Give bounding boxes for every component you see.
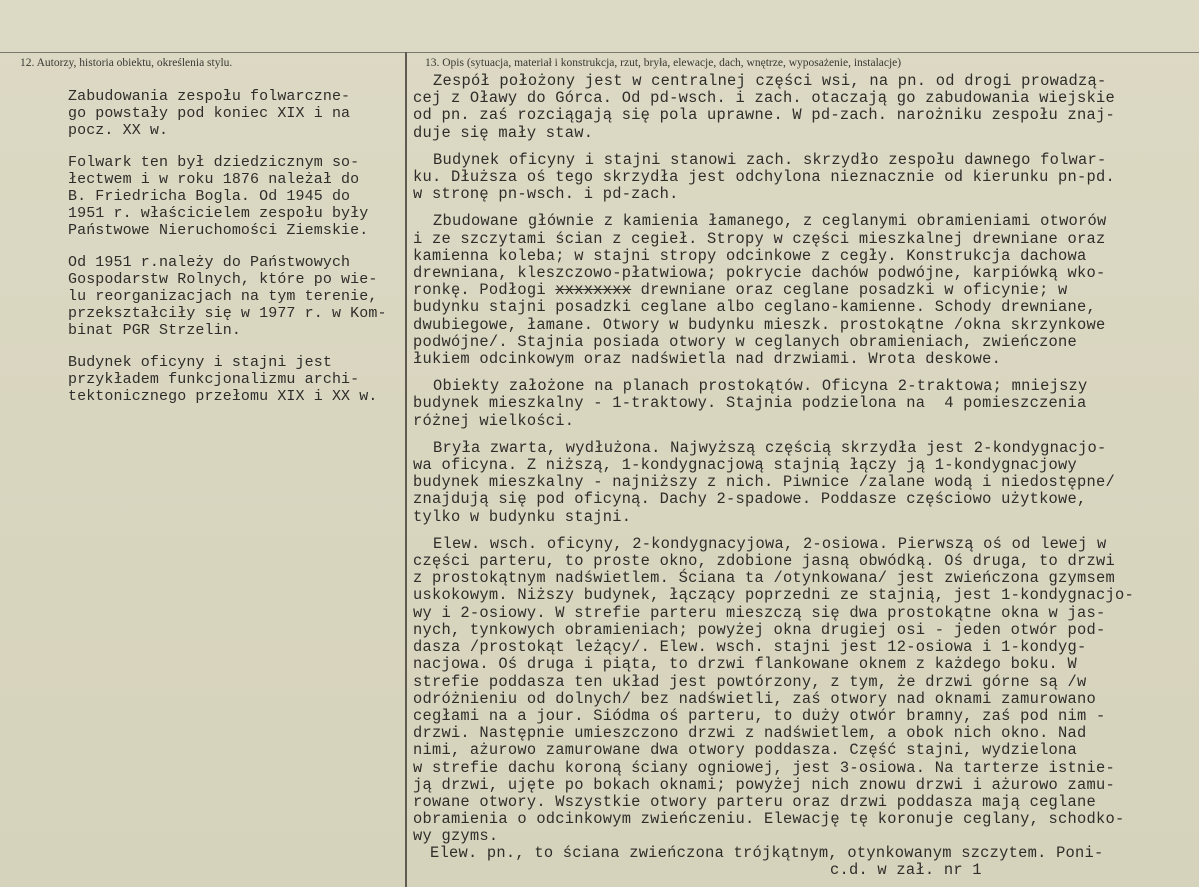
- text-line: rowane otwory. Wszystkie otwory parteru oraz drzwi poddasza mają ceglane: [413, 792, 1096, 811]
- right-column-heading: 13. Opis (sytuacja, materiał i konstrukcja, rzut, bryła, elewacje, dach, wnętrze, wyposażenie, instalacje): [425, 57, 902, 69]
- text-line: go powstały pod koniec XIX i na: [68, 105, 351, 123]
- text-line: strefie poddasza ten układ jest powtórzony, z tym, że drzwi górne są /w: [413, 672, 1087, 691]
- text-line: i ze szczytami ścian z cegieł. Stropy w części mieszkalnej drewniane oraz: [413, 229, 1106, 248]
- text-line: Budynek oficyny i stajni jest: [68, 353, 332, 371]
- text-line: Gospodarstw Rolnych, które po wie-: [68, 270, 378, 288]
- right-column-text: [413, 73, 1183, 856]
- struck-text: xxxxxxxx: [555, 281, 632, 300]
- left-column-text: [68, 88, 398, 419]
- text-line: drzwi. Następnie umieszczono drzwi z nadświetlem, a obok nich okno. Nad: [413, 724, 1087, 743]
- text-line: Zabudowania zespołu folwarczne-: [68, 88, 351, 105]
- paragraph: [413, 536, 1183, 846]
- text-line: części parteru, to proste okno, zdobione jasną obwódką. Oś druga, to drzwi: [413, 552, 1115, 571]
- text-line: wy i 2-osiowy. W strefie parteru mieszczą się dwa prostokątne okna w jas-: [413, 603, 1106, 622]
- text-line: cegłami na a jour. Siódma oś parteru, to duży otwór bramny, zaś pod nim -: [413, 706, 1106, 725]
- text-line: kamienna koleba; w stajni stropy odcinkowe z cegły. Konstrukcja dachowa: [413, 246, 1087, 265]
- text-line: łukiem odcinkowym oraz nadświetla nad drzwiami. Wrota deskowe.: [413, 350, 1002, 369]
- text-line: przykładem funkcjonalizmu archi-: [68, 370, 360, 388]
- text-line: w stronę pn-wsch. i pd-zach.: [413, 185, 679, 204]
- text-line: przekształciły się w 1977 r. w Kom-: [68, 305, 387, 323]
- footer-line: Elew. pn., to ściana zwieńczona trójkątnym, otynkowanym szczytem. Poni-: [430, 844, 1104, 862]
- footer: [430, 845, 1190, 879]
- text-line: duje się mały staw.: [413, 123, 594, 142]
- text-line: nimi, ażurowo zamurowane dwa otwory poddasza. Część stajni, wydzielona: [413, 741, 1078, 760]
- text-line: Od 1951 r.należy do Państwowych: [68, 253, 351, 271]
- text-line: Obiekty założone na planach prostokątów. Oficyna 2-traktowa; mniejszy: [433, 377, 1088, 396]
- text-line: dasza /prostokąt leżący/. Elew. wsch. stajni jest 12-osiowa i 1-kondyg-: [413, 638, 1087, 657]
- text-line: cej z Oławy do Górca. Od pd-wsch. i zach. otaczają go zabudowania wiejskie: [413, 89, 1115, 108]
- text-line: Zbudowane głównie z kamienia łamanego, z ceglanymi obramieniami otworów: [433, 212, 1107, 231]
- text-line: od pn. zaś rozciągają się pola uprawne. W pd-zach. narożniku zespołu znaj-: [413, 106, 1115, 125]
- text-line: B. Friedricha Bogla. Od 1945 do: [68, 188, 351, 206]
- text-line: Zespół położony jest w centralnej części wsi, na pn. od drogi prowadzą-: [433, 72, 1107, 90]
- paragraph: [68, 88, 398, 140]
- text-line: wy gzyms.: [413, 827, 499, 846]
- text-line: wa oficyna. Z niższą, 1-kondygnacjową stajnią łączy ją 1-kondygnacjowy: [413, 456, 1078, 475]
- text-line: Budynek oficyny i stajni stanowi zach. skrzydło zespołu dawnego folwar-: [433, 150, 1107, 169]
- column-divider: [405, 52, 407, 887]
- text-line: tylko w budynku stajni.: [413, 507, 632, 526]
- text-line: drewniana, kleszczowo-płatwiowa; pokrycie dachów podwójne, karpiówką wko-: [413, 264, 1106, 283]
- text-line: ku. Dłuższa oś tego skrzydła jest odchylona nieznacznie od kierunku pn-pd.: [413, 168, 1115, 187]
- paragraph: [68, 254, 398, 340]
- paragraph: [413, 73, 1183, 142]
- text-line: 1951 r. właścicielem zespołu były: [68, 205, 369, 223]
- text-line: w strefie dachu koroną ściany ogniowej, jest 3-osiowa. Na tarterze istnie-: [413, 758, 1115, 777]
- text-line: znajdują się pod oficyną. Dachy 2-spadowe. Poddasze częściowo użytkowe,: [413, 490, 1087, 509]
- text-line: odróżnieniu od dolnych/ bez nadświetli, zaś otwory nad oknami zamurowano: [413, 689, 1096, 708]
- text-line: różnej wielkości.: [413, 411, 575, 430]
- text-line: podwójne/. Stajnia posiada otwory w ceglanych obramieniach, zwieńczone: [413, 332, 1078, 351]
- text-line: tektonicznego przełomu XIX i XX w.: [68, 388, 378, 406]
- paragraph: [68, 354, 398, 406]
- paragraph: [413, 440, 1183, 526]
- paragraph: [413, 213, 1183, 368]
- text-line: z prostokątnym nadświetlem. Ściana ta /otynkowana/ jest zwieńczona gzymsem: [413, 569, 1115, 588]
- text-line: budynku stajni posadzki ceglane albo ceglano-kamienne. Schody drewniane,: [413, 298, 1096, 317]
- text-line: pocz. XX w.: [68, 122, 169, 140]
- continued-note: c.d. w zał. nr 1: [830, 861, 982, 880]
- paragraph: [68, 154, 398, 240]
- paragraph: [413, 378, 1183, 430]
- paragraph: [413, 152, 1183, 204]
- text-line: łectwem i w roku 1876 należał do: [68, 170, 360, 188]
- text-line: nacjowa. Oś druga i piąta, to drzwi flankowane oknem z każdego boku. W: [413, 655, 1078, 674]
- left-column-heading: 12. Autorzy, historia obiektu, określenia stylu.: [20, 57, 233, 69]
- text-line: Folwark ten był dziedzicznym so-: [68, 153, 360, 171]
- text-line: ją drzwi, ujęte po bokach oknami; powyżej nich znowu drzwi i ażurowo zamu-: [413, 775, 1115, 794]
- text-line: Bryła zwarta, wydłużona. Najwyższą częścią skrzydła jest 2-kondygnacjo-: [433, 438, 1107, 457]
- text-line: budynek mieszkalny - 1-traktowy. Stajnia podzielona na 4 pomieszczenia: [413, 394, 1087, 413]
- text-line: obramienia o odcinkowym zwieńczeniu. Elewację tę koronuje ceglany, schodko-: [413, 810, 1125, 829]
- text-line: lu reorganizacjach na tym terenie,: [68, 288, 378, 306]
- text-line: Państwowe Nieruchomości Ziemskie.: [68, 222, 369, 240]
- text-line: ronkę. Podłogi xxxxxxxx drewniane oraz ceglane posadzki w oficynie; w: [413, 281, 1068, 300]
- text-line: Elew. wsch. oficyny, 2-kondygnacyjowa, 2-osiowa. Pierwszą oś od lewej w: [433, 534, 1107, 553]
- header-rule: [0, 52, 1199, 53]
- text-line: nych, tynkowych obramieniach; powyżej okna drugiej osi - jeden otwór pod-: [413, 620, 1106, 639]
- text-line: uskokowym. Niższy budynek, łączący poprzedni ze stajnią, jest 1-kondygnacjo-: [413, 586, 1134, 605]
- text-line: dwubiegowe, łamane. Otwory w budynku mieszk. prostokątne /okna skrzynkowe: [413, 315, 1106, 334]
- text-line: budynek mieszkalny - najniższy z nich. Piwnice /zalane wodą i niedostępne/: [413, 473, 1115, 492]
- text-line: binat PGR Strzelin.: [68, 322, 241, 340]
